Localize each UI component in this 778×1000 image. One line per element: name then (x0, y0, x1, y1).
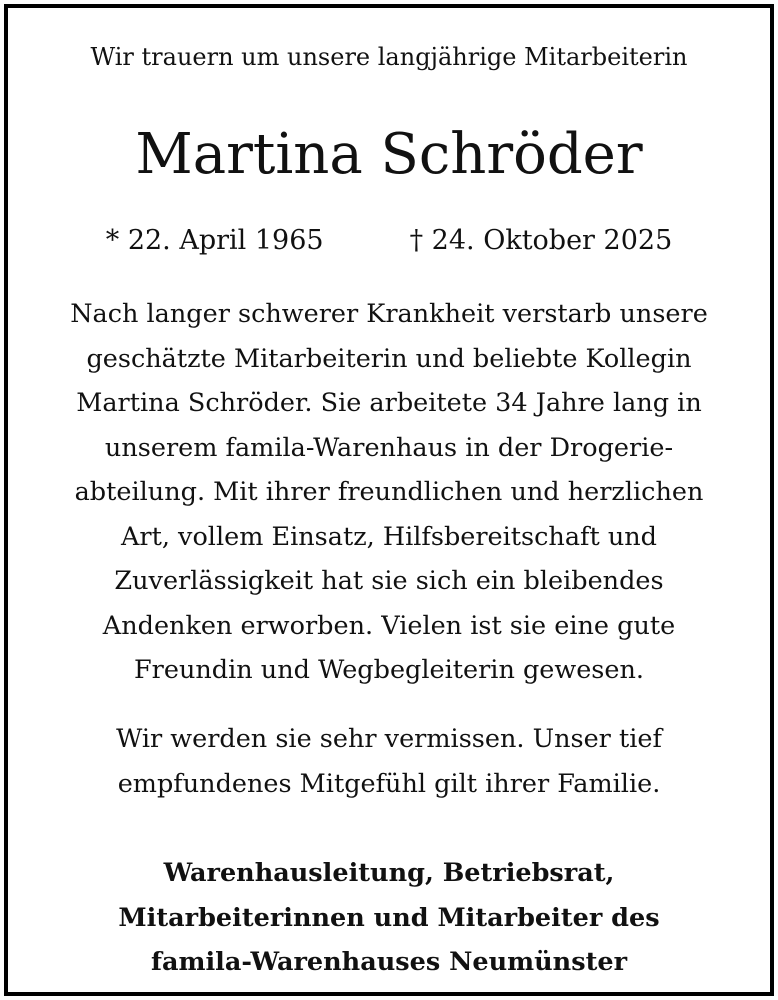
closing-line: Wir werden sie sehr vermissen. Unser tief (116, 724, 662, 754)
body-line: unserem famila-Warenhaus in der Drogerie- (104, 432, 674, 463)
body-line: Andenken erworben. Vielen ist sie eine gute (102, 610, 676, 641)
signature-block (28, 851, 750, 985)
birth-date: * 22. April 1965 (105, 225, 324, 256)
condolence-text (38, 717, 740, 806)
body-line: Martina Schröder. Sie arbeitete 34 Jahre lang in (76, 388, 702, 418)
signature-line: Warenhausleitung, Betriebsrat, (163, 858, 615, 888)
body-line: Nach langer schwerer Krankheit verstarb unsere (70, 299, 708, 329)
intro-line: Wir trauern um unsere langjährige Mitarbeiterin (90, 43, 688, 71)
body-line: abteilung. Mit ihrer freundlichen und herzlichen (74, 477, 704, 507)
life-dates (8, 224, 770, 258)
deceased-name: Martina Schröder (135, 122, 643, 187)
death-date: † 24. Oktober 2025 (409, 225, 673, 256)
body-line: Art, vollem Einsatz, Hilfsbereitschaft und (120, 521, 657, 552)
signature-line: Mitarbeiterinnen und Mitarbeiter des (118, 902, 660, 933)
obituary-body (38, 292, 740, 693)
body-line: geschätzte Mitarbeiterin und beliebte Kollegin (86, 343, 692, 374)
signature-line: famila-Warenhauses Neumünster (150, 947, 628, 977)
closing-line: empfundenes Mitgefühl gilt ihrer Familie. (117, 768, 661, 799)
body-line: Freundin und Wegbegleiterin gewesen. (133, 655, 645, 685)
obituary-notice (4, 4, 774, 996)
body-line: Zuverlässigkeit hat sie sich ein bleibendes (114, 566, 664, 596)
